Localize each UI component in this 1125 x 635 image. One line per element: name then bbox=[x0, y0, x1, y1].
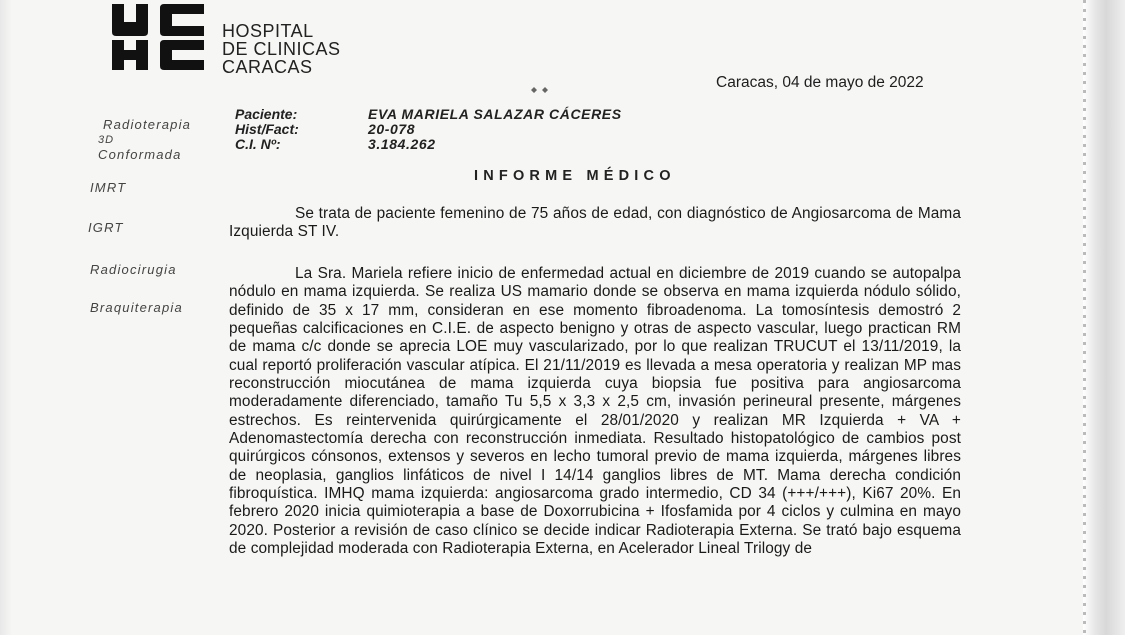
sidebar-item-conformada: Conformada bbox=[98, 147, 182, 162]
hospital-name bbox=[222, 22, 341, 76]
report-title: INFORME MÉDICO bbox=[474, 168, 676, 184]
patient-hist-value: 20-078 bbox=[368, 121, 416, 137]
hospital-name-line1: HOSPITAL bbox=[222, 21, 314, 41]
page-left-shadow bbox=[0, 0, 12, 635]
sidebar-item-imrt: IMRT bbox=[90, 180, 127, 195]
sidebar-item-radioterapia: Radioterapia bbox=[103, 117, 192, 132]
sidebar-item-3d: 3D bbox=[98, 134, 115, 146]
report-paragraph-diagnosis: Se trata de paciente femenino de 75 años de edad, con diagnóstico de Angiosarcoma de Mama Izquierda ST IV. bbox=[229, 205, 961, 241]
hospital-name-line2: DE CLINICAS bbox=[222, 39, 341, 59]
hospital-logo bbox=[108, 2, 208, 72]
patient-ci-label: C.I. Nº: bbox=[235, 136, 281, 152]
patient-name-label: Paciente: bbox=[235, 106, 298, 122]
page-right-edge bbox=[1083, 0, 1125, 635]
patient-hist-label: Hist/Fact: bbox=[235, 121, 299, 137]
sidebar-item-igrt: IGRT bbox=[88, 220, 124, 235]
patient-labels bbox=[235, 107, 299, 152]
patient-name-value: EVA MARIELA SALAZAR CÁCERES bbox=[368, 106, 622, 122]
hospital-name-line3: CARACAS bbox=[222, 57, 313, 77]
sidebar-item-braquiterapia: Braquiterapia bbox=[90, 300, 183, 315]
sidebar-item-radiocirugia: Radiocirugia bbox=[90, 262, 177, 277]
report-date: Caracas, 04 de mayo de 2022 bbox=[716, 74, 924, 91]
patient-values bbox=[368, 107, 622, 152]
report-paragraph-history: La Sra. Mariela refiere inicio de enfermedad actual en diciembre de 2019 cuando se autopalpa nódulo en mama izquierda. Se realiza US mamario donde se observa en mama izquierda nódulo sólido, definido de 35 x 17 mm, consideran en ese momento fibroadenoma. La tomosíntesis demostró 2 pequeñas calcificaciones en C.I.E. de aspecto benigno y otras de aspecto vascular, luego practican RM de mama c/c donde se aprecia LOE muy vascularizado, por lo que realizan TRUCUT el 13/11/2019, la cual reportó proliferación vascular atípica. El 21/11/2019 es llevada a mesa operatoria y realizan MP mas reconstrucción miocutánea de mama izquierda cuya biopsia fue positiva para angiosarcoma moderadamente diferenciado, tamaño Tu 5,5 x 3,3 x 2,5 cm, invasión perineural presente, márgenes estrechos. Es reintervenida quirúrgicamente el 28/01/2020 y realizan MR Izquierda + VA + Adenomastectomía derecha con reconstrucción inmediata. Resultado histopatológico de cambios post quirúrgicos cónsonos, extensos y severos en lecho tumoral previo de mama izquierda, márgenes libres de neoplasia, ganglios linfáticos de nivel I 14/14 ganglios libres de MT. Mama derecha condición fibroquística. IMHQ mama izquierda: angiosarcoma grado intermedio, CD 34 (+++/+++), Ki67 20%. En febrero 2020 inicia quimioterapia a base de Doxorrubicina + Ifosfamida por 4 ciclos y culmina en mayo 2020. Posterior a revisión de caso clínico se decide indicar Radioterapia Externa. Se trató bajo esquema de complejidad moderada con Radioterapia Externa, en Acelerador Lineal Trilogy de bbox=[229, 265, 961, 558]
ornament-mark bbox=[530, 86, 550, 94]
patient-ci-value: 3.184.262 bbox=[368, 136, 436, 152]
